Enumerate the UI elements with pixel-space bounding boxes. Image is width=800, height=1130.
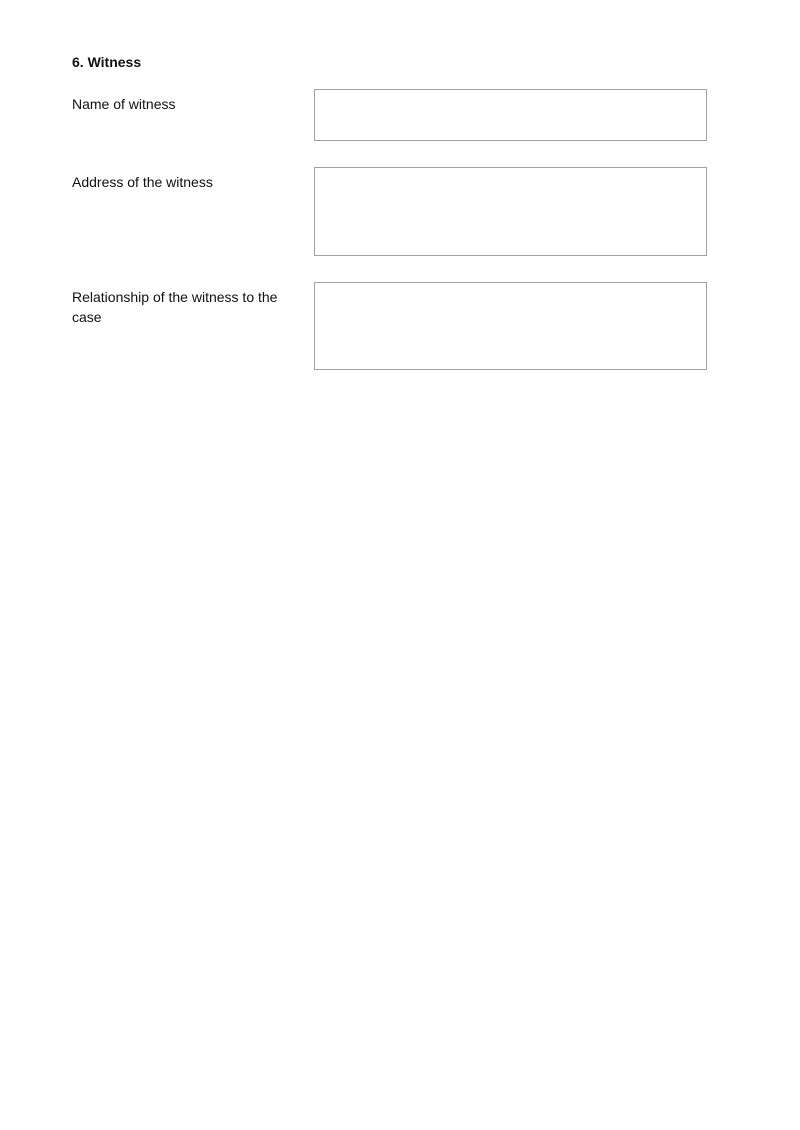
name-of-witness-field[interactable]: [314, 89, 707, 141]
address-of-witness-field[interactable]: [314, 167, 707, 256]
section-title: 6. Witness: [72, 54, 142, 70]
name-of-witness-label: Name of witness: [72, 96, 176, 112]
relationship-to-case-label: Relationship of the witness to the case: [72, 289, 278, 325]
address-of-witness-label: Address of the witness: [72, 174, 213, 190]
relationship-to-case-field[interactable]: [314, 282, 707, 370]
